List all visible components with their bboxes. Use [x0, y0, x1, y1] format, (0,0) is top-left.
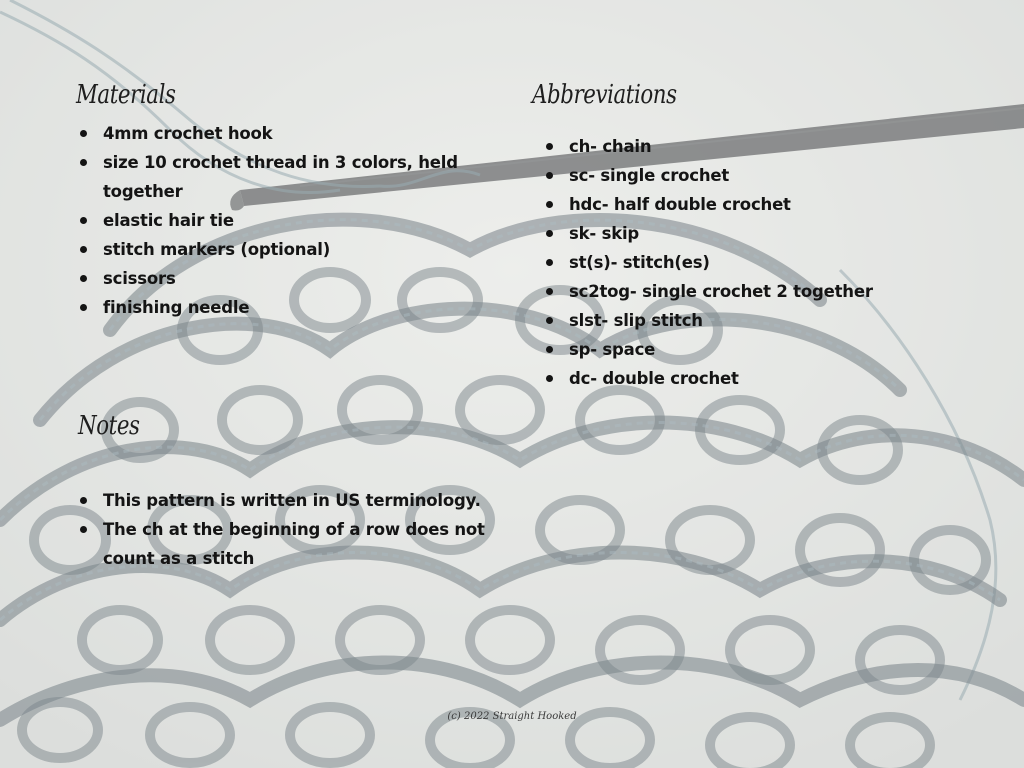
list-item-text: slst- slip stitch: [569, 311, 703, 330]
bullet-icon: [80, 130, 87, 137]
abbreviations-heading: Abbreviations: [532, 80, 677, 110]
bullet-icon: [546, 172, 553, 179]
list-item-text: size 10 crochet thread in 3 colors, held together: [103, 153, 458, 201]
list-item: [76, 206, 476, 235]
list-item: [76, 486, 516, 515]
notes-heading: Notes: [78, 411, 140, 441]
bullet-icon: [80, 246, 87, 253]
list-item-text: This pattern is written in US terminology.: [103, 491, 481, 510]
list-item: [542, 335, 942, 364]
list-item-text: scissors: [103, 269, 176, 288]
list-item: [542, 132, 942, 161]
list-item: [542, 248, 942, 277]
list-item-text: The ch at the beginning of a row does not count as a stitch: [103, 520, 485, 568]
list-item-text: stitch markers (optional): [103, 240, 331, 259]
notes-list: [76, 486, 516, 573]
list-item-text: elastic hair tie: [103, 211, 234, 230]
bullet-icon: [546, 230, 553, 237]
list-item: [76, 515, 516, 573]
bullet-icon: [546, 288, 553, 295]
bullet-icon: [546, 201, 553, 208]
copyright-footer: (c) 2022 Straight Hooked: [447, 711, 577, 722]
bullet-icon: [546, 375, 553, 382]
list-item-text: hdc- half double crochet: [569, 195, 791, 214]
bullet-icon: [546, 317, 553, 324]
materials-heading: Materials: [76, 80, 176, 110]
list-item: [76, 264, 476, 293]
list-item: [76, 119, 476, 148]
list-item: [76, 148, 476, 206]
list-item: [542, 277, 942, 306]
list-item-text: sk- skip: [569, 224, 640, 243]
list-item: [542, 161, 942, 190]
materials-list: [76, 119, 476, 322]
bullet-icon: [80, 159, 87, 166]
list-item: [542, 306, 942, 335]
bullet-icon: [80, 497, 87, 504]
list-item: [542, 219, 942, 248]
bullet-icon: [546, 259, 553, 266]
list-item-text: st(s)- stitch(es): [569, 253, 710, 272]
list-item-text: sc- single crochet: [569, 166, 730, 185]
bullet-icon: [80, 217, 87, 224]
list-item-text: finishing needle: [103, 298, 250, 317]
list-item-text: sp- space: [569, 340, 656, 359]
list-item-text: dc- double crochet: [569, 369, 739, 388]
bullet-icon: [546, 346, 553, 353]
bullet-icon: [80, 275, 87, 282]
list-item: [76, 293, 476, 322]
bullet-icon: [80, 526, 87, 533]
abbreviations-list: [542, 132, 942, 393]
list-item: [542, 364, 942, 393]
bullet-icon: [546, 143, 553, 150]
list-item-text: sc2tog- single crochet 2 together: [569, 282, 873, 301]
list-item: [542, 190, 942, 219]
list-item-text: 4mm crochet hook: [103, 124, 273, 143]
list-item-text: ch- chain: [569, 137, 652, 156]
list-item: [76, 235, 476, 264]
bullet-icon: [80, 304, 87, 311]
